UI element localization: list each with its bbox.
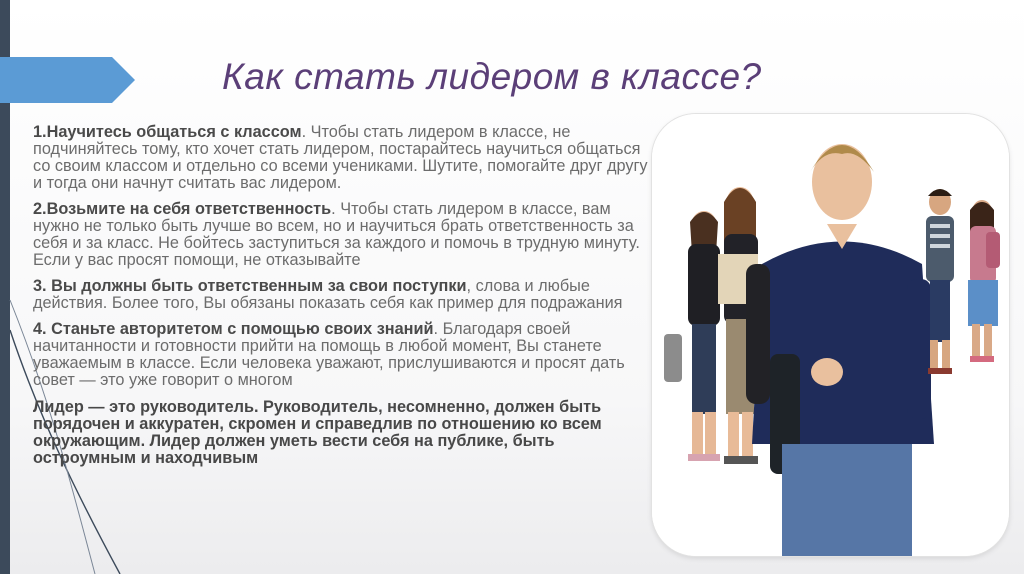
- point-3-text: , слова и любые действия. Более того, Вы обязаны показать себя как пример для подражания: [33, 277, 623, 312]
- point-2-heading: 2.Возьмите на себя ответственность: [33, 200, 332, 218]
- point-4: [33, 321, 658, 389]
- point-1: [33, 124, 658, 192]
- point-3-heading: 3. Вы должны быть ответственным за свои поступки: [33, 277, 467, 295]
- leader-summary: Лидер — это руководитель. Руководитель, несомненно, должен быть порядочен и аккуратен, скромен и справедлив по отношению ко всем окружающим. Лидер должен уметь вести себя на публике, быть остроумным и находчивым: [33, 398, 602, 467]
- point-3: [33, 278, 658, 312]
- point-2-text: . Чтобы стать лидером в классе, вам нужно не только быть лучше во всем, но и научиться брать ответственность за себя и за класс. Не бойтесь заступиться за каждого и помочь в трудную минуту. Если у вас просят помощи, не отказывайте: [33, 200, 640, 269]
- point-4-text: . Благодаря своей начитанности и готовности прийти на помощь в любой момент, Вы станете уважаемым в классе. Если человека уважают, прислушиваются и просят дать совет — это уже говорит о многом: [33, 320, 625, 389]
- slide-title: Как стать лидером в классе?: [222, 56, 762, 97]
- students-photo: [652, 114, 1009, 556]
- students-illustration: [652, 114, 1009, 556]
- title-accent-arrow: [0, 57, 135, 103]
- point-1-text: . Чтобы стать лидером в классе, не подчиняйтесь тому, кто хочет стать лидером, постарайтесь научиться общаться со своим классом и отдельно со всеми учениками. Шутите, помогайте друг другу и тогда они начнут считать вас лидером.: [33, 123, 648, 192]
- point-1-heading: 1.Научитесь общаться с классом: [33, 123, 302, 141]
- slide-content: [33, 124, 658, 476]
- point-2: [33, 201, 658, 269]
- point-4-heading: 4. Станьте авторитетом с помощью своих знаний: [33, 320, 434, 338]
